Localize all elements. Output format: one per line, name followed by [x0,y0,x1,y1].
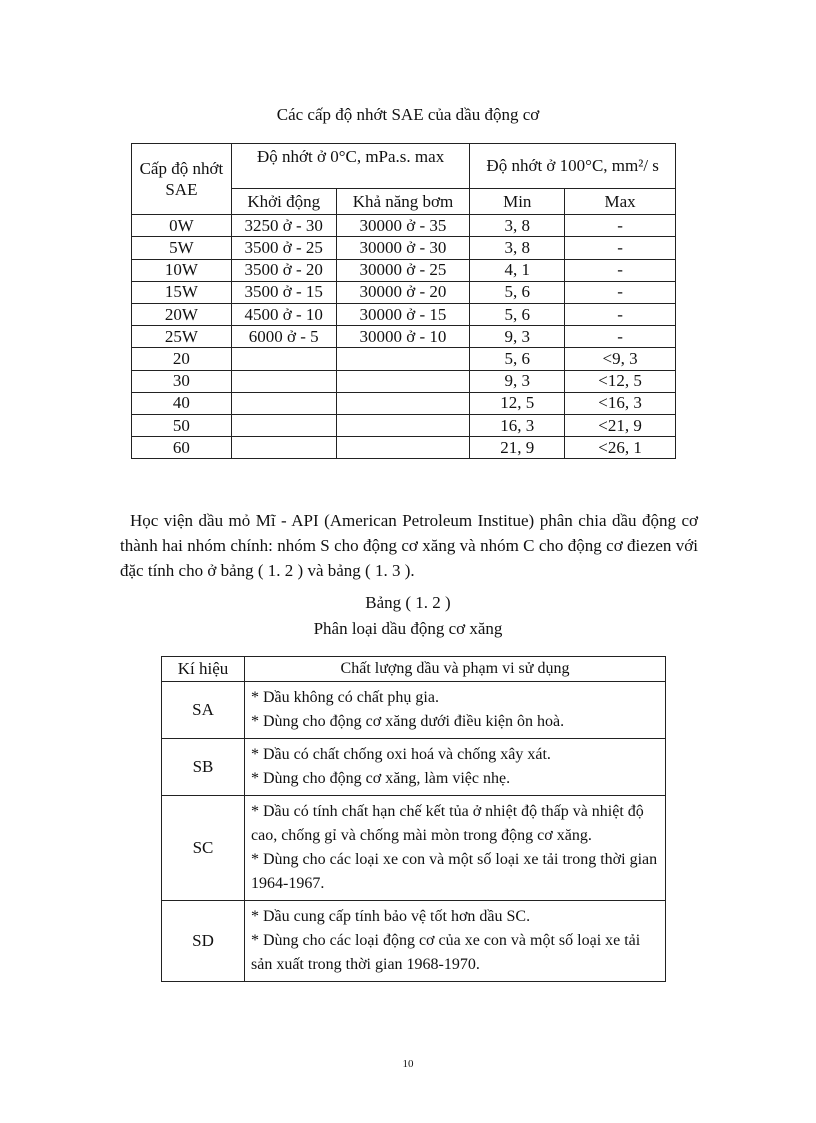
table-row [132,215,676,237]
cell-pump: 30000 ở - 10 [336,326,470,348]
cell-start [231,370,336,392]
table-row [132,237,676,259]
header-visc-hot: Độ nhớt ở 100°C, mm²/ s [470,144,676,189]
cell-grade: 20W [132,304,232,326]
cell-max: <21, 9 [565,414,676,436]
cell-min: 9, 3 [470,326,565,348]
cell-max: <16, 3 [565,392,676,414]
cell-pump: 30000 ở - 35 [336,215,470,237]
cell-symbol: SC [162,796,245,901]
description-line: * Dầu có tính chất hạn chế kết tủa ở nhiệt độ thấp và nhiệt độ cao, chống gỉ và chống mài mòn trong động cơ xăng. [251,803,644,844]
header-visc-cold: Độ nhớt ở 0°C, mPa.s. max [231,144,470,189]
cell-start [231,414,336,436]
cell-start [231,437,336,459]
cell-min: 5, 6 [470,281,565,303]
cell-pump: 30000 ở - 20 [336,281,470,303]
gasoline-oil-classification-table [161,656,666,982]
cell-grade: 25W [132,326,232,348]
cell-max: - [565,304,676,326]
table-row [132,326,676,348]
cell-min: 5, 6 [470,348,565,370]
table-row [162,682,666,739]
cell-grade: 30 [132,370,232,392]
table-row [162,901,666,982]
cell-min: 4, 1 [470,259,565,281]
header-grade: Cấp độ nhớt SAE [132,144,232,215]
cell-description [245,901,666,982]
cell-grade: 0W [132,215,232,237]
cell-max: - [565,259,676,281]
table-row [132,281,676,303]
cell-start: 4500 ở - 10 [231,304,336,326]
description-line: * Dầu cung cấp tính bảo vệ tốt hơn dầu SC. [251,908,531,925]
header-min: Min [470,189,565,215]
cell-pump: 30000 ở - 30 [336,237,470,259]
header-pump: Khả năng bơm [336,189,470,215]
cell-min: 16, 3 [470,414,565,436]
table-row [162,796,666,901]
cell-max: - [565,281,676,303]
description-line: * Dùng cho các loại động cơ của xe con và một số loại xe tải sản xuất trong thời gian 1968-1970. [251,932,641,973]
cell-pump [336,437,470,459]
cell-pump [336,392,470,414]
table-row [162,739,666,796]
cell-grade: 20 [132,348,232,370]
api-paragraph: Học viện dầu mỏ Mĩ - API (American Petroleum Institue) phân chia dầu động cơ thành hai nhóm chính: nhóm S cho động cơ xăng và nhóm C cho động cơ điezen với đặc tính cho ở bảng ( 1. 2 ) và bảng ( 1. 3 ). [120,511,698,580]
cell-max: - [565,215,676,237]
cell-symbol: SD [162,901,245,982]
cell-max: <12, 5 [565,370,676,392]
cell-pump: 30000 ở - 25 [336,259,470,281]
cell-symbol: SA [162,682,245,739]
table-row [132,414,676,436]
cell-min: 5, 6 [470,304,565,326]
table-row [132,437,676,459]
description-line: * Dùng cho động cơ xăng dưới điều kiện ôn hoà. [251,713,565,730]
cell-grade: 50 [132,414,232,436]
cell-max: - [565,326,676,348]
header-max: Max [565,189,676,215]
table-row [132,259,676,281]
cell-description [245,796,666,901]
cell-description [245,682,666,739]
cell-grade: 60 [132,437,232,459]
table-row [132,304,676,326]
cell-start: 3500 ở - 25 [231,237,336,259]
table2-caption: Bảng ( 1. 2 ) [365,593,451,612]
cell-max: - [565,237,676,259]
cell-start: 6000 ở - 5 [231,326,336,348]
cell-grade: 10W [132,259,232,281]
sae-viscosity-table [131,143,676,459]
cell-pump: 30000 ở - 15 [336,304,470,326]
cell-min: 21, 9 [470,437,565,459]
table2-title: Phân loại dầu động cơ xăng [313,619,503,638]
cell-min: 9, 3 [470,370,565,392]
table-row [132,348,676,370]
cell-description [245,739,666,796]
table-row [132,370,676,392]
cell-grade: 5W [132,237,232,259]
cell-max: <26, 1 [565,437,676,459]
cell-symbol: SB [162,739,245,796]
description-line: * Dầu có chất chống oxi hoá và chống xây xát. [251,746,551,763]
description-line: * Dầu không có chất phụ gia. [251,689,439,706]
header-start: Khởi động [231,189,336,215]
cell-start [231,392,336,414]
cell-pump [336,414,470,436]
description-line: * Dùng cho các loại xe con và một số loại xe tải trong thời gian 1964-1967. [251,851,658,892]
table1-title: Các cấp độ nhớt SAE của dầu động cơ [276,105,540,124]
description-line: * Dùng cho động cơ xăng, làm việc nhẹ. [251,770,511,787]
cell-start [231,348,336,370]
cell-pump [336,348,470,370]
cell-pump [336,370,470,392]
header-quality: Chất lượng dầu và phạm vi sử dụng [245,657,666,682]
cell-start: 3250 ở - 30 [231,215,336,237]
header-symbol: Kí hiệu [162,657,245,682]
cell-start: 3500 ở - 20 [231,259,336,281]
cell-grade: 15W [132,281,232,303]
cell-min: 12, 5 [470,392,565,414]
table-row [132,392,676,414]
cell-min: 3, 8 [470,215,565,237]
page-number: 10 [402,1058,414,1070]
cell-min: 3, 8 [470,237,565,259]
cell-start: 3500 ở - 15 [231,281,336,303]
cell-max: <9, 3 [565,348,676,370]
cell-grade: 40 [132,392,232,414]
